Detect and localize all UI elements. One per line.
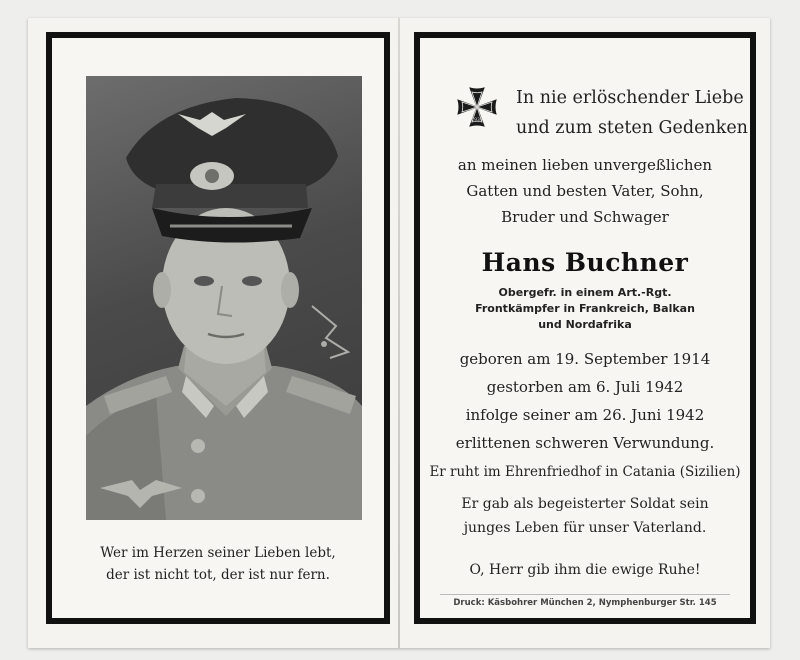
dedication-line-5: Bruder und Schwager — [501, 208, 669, 226]
right-panel — [414, 32, 756, 624]
rank-line-1: Obergefr. in einem Art.-Rgt. — [498, 286, 672, 299]
cause-line-2: erlittenen schweren Verwundung. — [455, 434, 715, 452]
rank-line-2: Frontkämpfer in Frankreich, Balkan — [475, 302, 695, 315]
verse-line-2: der ist nicht tot, der ist nur fern. — [106, 567, 330, 583]
deceased-name: Hans Buchner — [481, 248, 689, 277]
cross-year: 1939 — [471, 118, 483, 123]
verse-line-1: Wer im Herzen seiner Lieben lebt, — [100, 545, 336, 561]
dedication-line-3: an meinen lieben unvergeßlichen — [457, 156, 713, 174]
cause-line-1: infolge seiner am 26. Juni 1942 — [465, 406, 705, 424]
sacrifice-line-1: Er gab als begeisterter Soldat sein — [461, 496, 709, 512]
dedication-line-4: Gatten und besten Vater, Sohn, — [466, 182, 704, 200]
death-date: gestorben am 6. Juli 1942 — [486, 378, 684, 396]
iron-cross-icon — [454, 84, 500, 130]
rank-line-3: und Nordafrika — [538, 318, 632, 331]
sacrifice-line-2: junges Leben für unser Vaterland. — [463, 520, 707, 536]
birth-date: geboren am 19. September 1914 — [459, 350, 711, 368]
card-fold — [398, 18, 400, 648]
printer-imprint: Druck: Käsbohrer München 2, Nymphenburger Str. 145 — [453, 598, 717, 608]
dedication-line-2: und zum steten Gedenken — [516, 118, 748, 138]
soldier-portrait-image — [86, 76, 362, 520]
left-panel — [46, 32, 390, 624]
dedication-line-1: In nie erlöschender Liebe — [516, 88, 744, 108]
resting-place: Er ruht im Ehrenfriedhof in Catania (Sizilien) — [429, 464, 741, 480]
printer-divider — [440, 594, 730, 595]
prayer-line: O, Herr gib ihm die ewige Ruhe! — [469, 562, 701, 578]
portrait-photo — [86, 76, 362, 520]
